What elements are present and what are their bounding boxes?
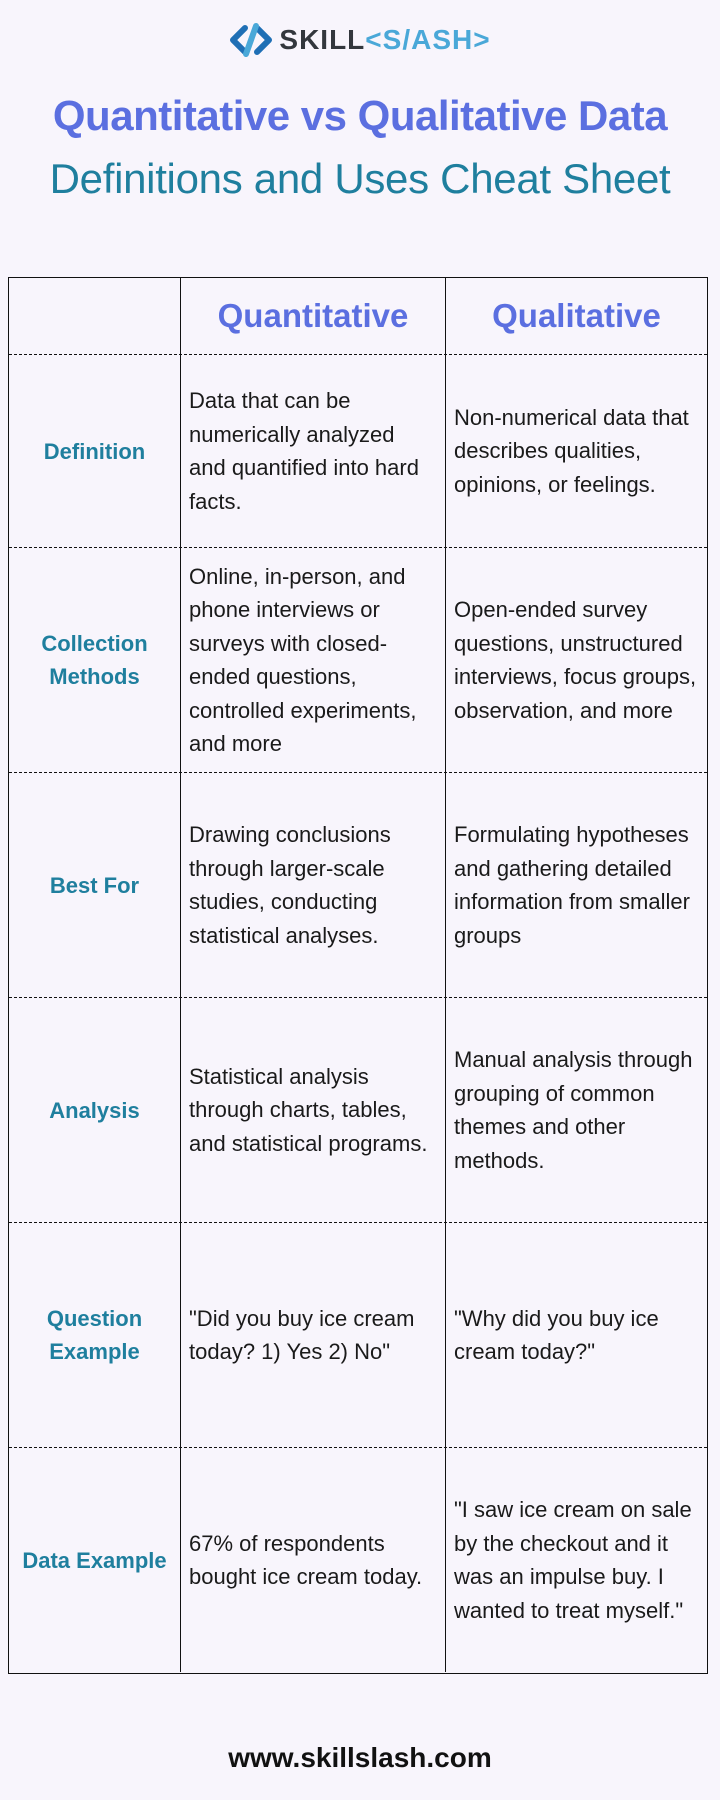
quantitative-cell: Statistical analysis through charts, tables, and statistical programs. (189, 1063, 428, 1156)
quantitative-cell: 67% of respondents bought ice cream today. (189, 1530, 423, 1589)
table-row (9, 1222, 707, 1447)
column-header-quantitative: Quantitative (180, 278, 445, 354)
header-empty-cell (9, 278, 180, 354)
row-label-best-for: Best For (49, 872, 140, 898)
row-label-data-example: Data Example (22, 1547, 167, 1573)
table-row (9, 354, 707, 547)
qualitative-cell: "I saw ice cream on sale by the checkout and it was an impulse buy. I wanted to treat myself." (454, 1497, 692, 1623)
quantitative-cell: "Did you buy ice cream today? 1) Yes 2) No" (189, 1305, 415, 1364)
logo-text: SKILL<S/ASH> (279, 24, 491, 55)
table-row (9, 772, 707, 997)
row-label-question-example: Question Example (46, 1306, 143, 1364)
qualitative-cell: Non-numerical data that describes qualities, opinions, or feelings. (454, 404, 689, 497)
column-header-qualitative: Qualitative (445, 278, 707, 354)
page-title: Quantitative vs Qualitative Data (52, 92, 668, 139)
code-slash-icon (229, 22, 273, 58)
page-subtitle: Definitions and Uses Cheat Sheet (49, 155, 671, 202)
footer-url: www.skillslash.com (228, 1742, 492, 1773)
row-label-collection-methods: Collection Methods (41, 631, 148, 689)
comparison-table (8, 277, 708, 1674)
quantitative-cell: Drawing conclusions through larger-scale studies, conducting statistical analyses. (189, 822, 391, 948)
table-row (9, 1447, 707, 1672)
qualitative-cell: "Why did you buy ice cream today?" (454, 1305, 659, 1364)
table-row (9, 997, 707, 1222)
qualitative-cell: Manual analysis through grouping of common themes and other methods. (454, 1047, 693, 1173)
qualitative-cell: Open-ended survey questions, unstructured interviews, focus groups, observation, and more (454, 597, 697, 723)
quantitative-cell: Data that can be numerically analyzed and quantified into hard facts. (189, 388, 419, 514)
row-label-analysis: Analysis (49, 1097, 140, 1123)
table-header-row (9, 278, 707, 354)
table-row (9, 547, 707, 772)
qualitative-cell: Formulating hypotheses and gathering detailed information from smaller groups (454, 822, 690, 948)
brand-logo (0, 18, 720, 62)
quantitative-cell: Online, in-person, and phone interviews or surveys with closed-ended questions, controlled experiments, and more (189, 563, 417, 756)
row-label-definition: Definition (43, 438, 146, 464)
